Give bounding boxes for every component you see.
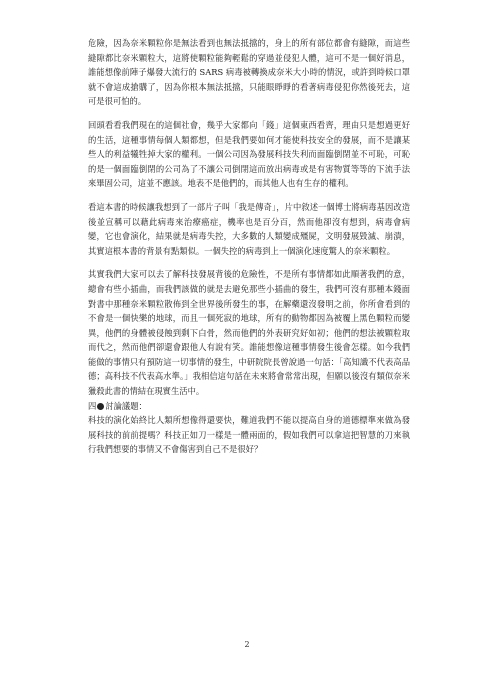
paragraph-1: 危險，因為奈米顆粒你是無法看到也無法抵擋的，身上的所有部位都會有縫隙，而這些縫隙都比奈米顆粒大，這將使顆粒能夠輕鬆的穿過並侵犯人體，這可不是一個好消息，誰能想像前陣子爆發大流行的 SARS 病毒被轉換成奈米大小時的情況，或許到時候口罩就不會這成搶購了，因為你根本無法抵擋，只能眼睜睜的看著病毒侵犯你然後死去，這可是很可怕的。 [88, 38, 410, 107]
paragraph-4: 其實我們大家可以去了解科技發展背後的危險性，不是所有事情都如此順著我們的意，總會有些小插曲，而我們該做的就是去避免那些小插曲的發生，我們可沒有那種本錢面對書中那種奈米顆粒散佈到全世界後所發生的事，在解藥還沒發明之前，你所會看到的不會是一個快樂的地球，而且一個死寂的地球，所有的動物都因為被覆上黑色顆粒而變異，他們的身體被侵蝕到剩下白骨，然而他們的外表研究好如初；他們的想法被顆粒取而代之，然而他們卻還會跟他人有說有笑。誰能想像這種事情發生後會怎樣。如今我們能做的事情只有預防這一切事情的發生，中研院院長曾說過一句話：「高知識不代表高品德；高科技不代表高水準。」我相信這句話在未來將會常常出現，但願以後沒有類似奈米獵殺此書的情結在現實生活中。 [88, 269, 410, 397]
page-content [88, 36, 410, 457]
section-title: 討論議題： [105, 400, 147, 411]
paragraph-gap [88, 191, 410, 200]
paragraph-2: 回頭看看我們現在的這個社會，幾乎大家都向「錢」這個東西看齊，理由只是想過更好的生活，這種事情每個人類都想，但是我們要如何才能使科技安全的發展，而不是讓某些人的利益犧牲掉大家的權利。一個公司因為發展科技失利而面臨倒閉並不可恥，可恥的是一個面臨倒閉的公司為了不讓公司倒閉這而放出病毒或是有害物質等等的下流手法來畢固公司，這並不應該。地表不是他們的，而其他人也有生存的權利。 [88, 119, 410, 189]
page-number: 2 [244, 640, 250, 649]
section-heading [88, 399, 410, 414]
section-number: 四 [88, 400, 97, 411]
paragraph-gap [88, 109, 410, 118]
paragraph-3: 看這本書的時候讓我想到了一部片子叫「我是傳奇」，片中敘述一個博士將病毒基因改造後並宣稱可以藉此病毒來治療癌症，機率也是百分百，然而他卻沒有想到，病毒會病變，它也會演化，結果就是病毒失控，大多數的人類變成殭屍，文明發展毀滅、崩潰，其實這根本書的背景有點類似。一個失控的病毒到上一個演化速度驚人的奈米顆粒。 [88, 201, 410, 256]
discussion-paragraph: 科技的演化始終比人類所想像得還要快，難道我們不能以提高自身的道德標準來做為發展科技的前前提嗎？科技正如刀一樣是一體兩面的，假如我們可以拿這把智慧的刀來執行我們想要的事情又不會傷害到自己不是很好？ [88, 415, 410, 455]
paragraph-gap [88, 258, 410, 267]
bullet-icon [97, 403, 104, 410]
